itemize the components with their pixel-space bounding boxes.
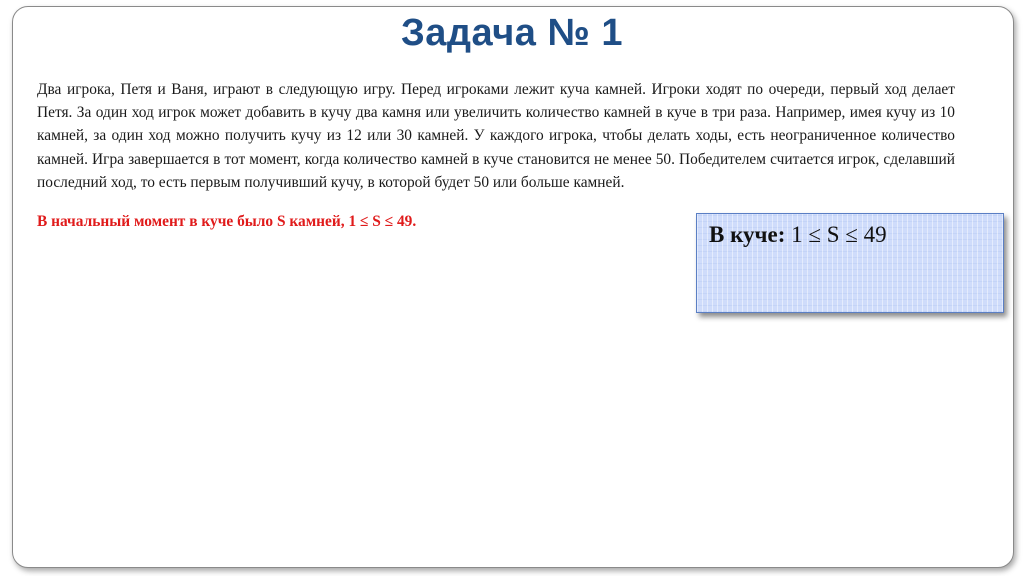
heap-range-box [696, 213, 1004, 313]
slide-title: Задача № 1 [400, 12, 624, 54]
problem-text: Два игрока, Петя и Ваня, играют в следующую игру. Перед игроками лежит куча камней. Игроки ходят по очереди, первый ход делает Петя. За один ход игрок может добавить в кучу два камня или увеличить количество камней в куче в три раза. Например, имея кучу из 10 камней, за один ход можно получить кучу из 12 или 30 камней. У каждого игрока, чтобы делать ходы, есть неограниченное количество камней. Игра завершается в тот момент, когда количество камней в куче становится не менее 50. Победителем считается игрок, сделавший последний ход, то есть первым получивший кучу, в которой будет 50 или больше камней. [37, 81, 955, 191]
heap-value: 1 ≤ S ≤ 49 [791, 222, 887, 247]
initial-condition: В начальный момент в куче было S камней, 1 ≤ S ≤ 49. [37, 213, 417, 230]
heap-label: В куче: [709, 222, 786, 247]
heap-range-text [709, 222, 887, 248]
